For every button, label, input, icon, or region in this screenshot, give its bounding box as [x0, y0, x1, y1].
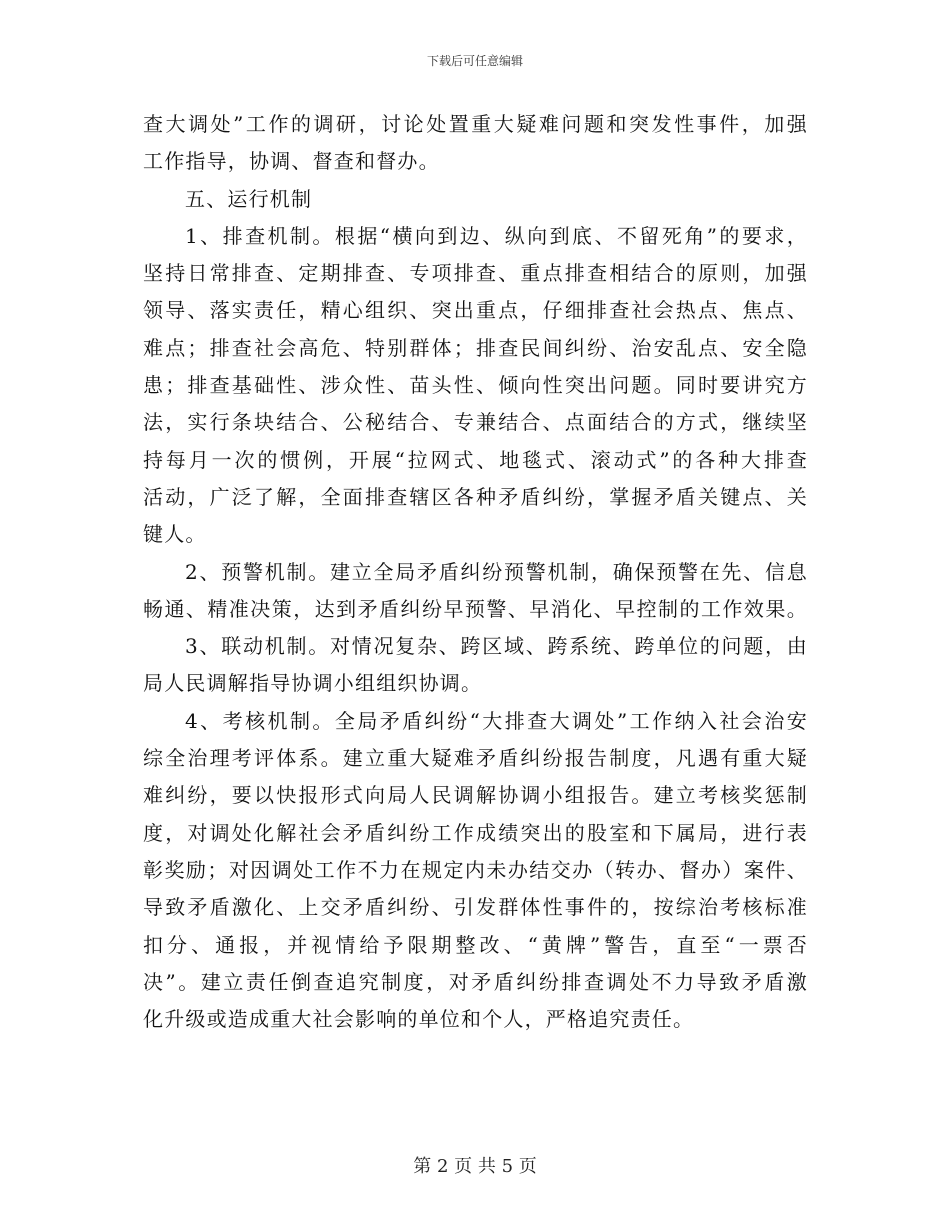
text-line: 决”。建立责任倒查追究制度，对矛盾纠纷排查调处不力导致矛盾激 [143, 969, 808, 994]
text-line: 法，实行条块结合、公秘结合、专兼结合、点面结合的方式，继续坚 [143, 410, 808, 435]
page-number: 第 2 页 共 5 页 [413, 1156, 537, 1177]
text-line: 2、预警机制。建立全局矛盾纠纷预警机制，确保预警在先、信息 [185, 559, 808, 584]
page-header: 下载后可任意编辑 [426, 54, 523, 68]
text-line: 持每月一次的惯例，开展“拉网式、地毯式、滚动式”的各种大排查 [143, 447, 808, 472]
text-line: 畅通、精准决策，达到矛盾纠纷早预警、早消化、早控制的工作效果。 [143, 596, 808, 621]
text-line: 度，对调处化解社会矛盾纠纷工作成绩突出的股室和下属局，进行表 [143, 820, 808, 845]
text-line: 3、联动机制。对情况复杂、跨区域、跨系统、跨单位的问题，由 [185, 634, 808, 659]
text-line: 综全治理考评体系。建立重大疑难矛盾纠纷报告制度，凡遇有重大疑 [143, 746, 808, 771]
text-line: 工作指导，协调、督查和督办。 [143, 149, 440, 174]
text-line: 难纠纷，要以快报形式向局人民调解协调小组报告。建立考核奖惩制 [143, 783, 808, 808]
text-line: 导致矛盾激化、上交矛盾纠纷、引发群体性事件的，按综治考核标准 [143, 895, 808, 920]
text-line: 4、考核机制。全局矛盾纠纷“大排查大调处”工作纳入社会治安 [185, 708, 808, 733]
text-line: 扣分、通报，并视情给予限期整改、“黄牌”警告，直至“一票否 [143, 932, 808, 957]
text-line: 坚持日常排查、定期排查、专项排查、重点排查相结合的原则，加强 [143, 261, 808, 286]
text-line: 彰奖励；对因调处工作不力在规定内未办结交办（转办、督办）案件、 [143, 857, 808, 882]
text-line: 活动，广泛了解，全面排查辖区各种矛盾纠纷，掌握矛盾关键点、关 [143, 484, 808, 509]
text-line: 键人。 [143, 522, 207, 547]
text-line: 难点；排查社会高危、特别群体；排查民间纠纷、治安乱点、安全隐 [143, 335, 808, 360]
text-line: 查大调处”工作的调研，讨论处置重大疑难问题和突发性事件，加强 [143, 112, 808, 136]
text-line: 化升级或造成重大社会影响的单位和个人，严格追究责任。 [143, 1007, 695, 1032]
text-line: 患；排查基础性、涉众性、苗头性、倾向性突出问题。同时要讲究方 [143, 373, 808, 398]
text-line: 1、排查机制。根据“横向到边、纵向到底、不留死角”的要求， [185, 223, 808, 248]
document-body [143, 106, 808, 1038]
text-line: 领导、落实责任，精心组织、突出重点，仔细排查社会热点、焦点、 [143, 298, 808, 323]
text-line: 五、运行机制 [185, 186, 313, 211]
text-line: 局人民调解指导协调小组组织协调。 [143, 671, 483, 696]
